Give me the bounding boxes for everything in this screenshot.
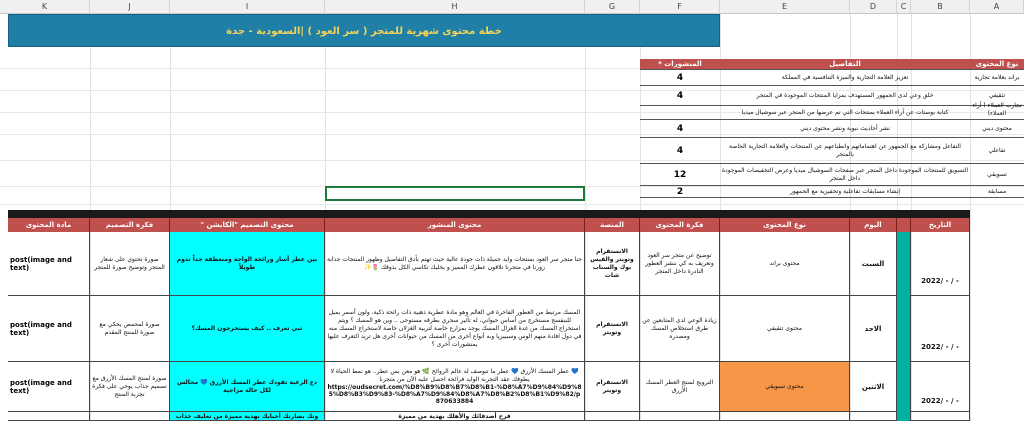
plan-header-post: محتوى المنشور [325,218,585,232]
plan-row-4-type[interactable] [720,412,850,421]
col-header-E[interactable]: E [720,0,850,14]
platform-text: الانستقرام وتويتر والفيس بوك والسناب شات [590,247,634,279]
plan-header-design-idea: فكرة التصميم [90,218,170,232]
plan-row-4-day[interactable] [850,412,897,421]
plan-row-4-date[interactable] [911,412,970,421]
plan-row-3-caption[interactable] [170,362,325,412]
plan-header-day: اليوم [850,218,897,232]
week-merged-cell[interactable] [897,232,911,421]
plan-header-type: نوع المحتوى [720,218,850,232]
post-text: حنا متجر سر العود بمنتجات وايد جميلة ذات جودة عالية حيث تهتم بأدق التفاصيل وظهور المنتجات جذابة زورنا في متجرنا تلاقون عطرك المميز و يخليك تكاسي الكل بذوقك 🌷✨ [326,255,582,271]
summary-type[interactable]: تفاعلي [970,138,1024,164]
summary-type[interactable]: محتوى ديني [970,120,1024,138]
caption-text: تبي تعرف .. كيف يستخرجون المسك؟ [191,324,303,332]
post-text: 💙 عطر المسك الأزرق 💙 عطر ما تنوصف له عالم الروائح 🌿 هو معن بس عطر.. هو نمط الحياة لا يطوقك عقد التجربة الوايد فرائحة احصل عليه الآن من متجرنا [330,368,579,383]
summary-details[interactable]: خلق وعي لدى الجمهور المستهدف بمزايا المنتجات الموجودة في المتجر [720,86,970,106]
type-text: محتوى تسويقي [765,382,804,390]
col-header-K[interactable]: K [0,0,90,14]
summary-details[interactable]: نشر أحاديث نبوية ونشر محتوى ديني [720,120,970,138]
type-text: محتوى براند [769,259,800,267]
summary-type[interactable]: تجارب العملاء ( آراء العملاء) [970,100,1024,120]
date-text: - / - /2022 [921,277,959,285]
summary-count[interactable]: 12 [640,164,720,186]
summary-header-type: نوع المحتوى [970,59,1024,70]
plan-header-idea: فكرة المحتوى [640,218,720,232]
day-text: السبت [861,259,885,268]
day-text: الاحد [864,324,882,333]
plan-row-3-type[interactable] [720,362,850,412]
plan-row-3-material[interactable] [8,362,90,412]
design-idea-text: صورة لمحمص يحكي مع صورة للمنتج المقدم [99,320,160,336]
summary-header-details: التفاصيل [720,59,970,70]
post-link[interactable]: https://oudsecret.com/%D8%B9%D8%B7%D8%B1-%D8%A7%D9%84%D9%85%D8%B3%D9%83-%D8%A7%D9%84%D8%A7%D8%B2%D8%B1%D9%82/p870633884 [327,384,582,405]
summary-details[interactable]: كتابة بوستات عن آراء العملاء بمنتجات التي تم عرضها من المتجر عبر سوشيال ميديا [720,106,970,120]
caption-text: وتك بصارتك أحبابك بهدية مميزة من تغليف جذاب [175,413,319,420]
summary-details[interactable]: التفاعل ومشاركة مع الجمهور عن اهتماماتهم وانطباعهم عن المنتجات والعلامة التجارية الخاصة بالمتجر [720,138,970,164]
summary-count[interactable]: 2 [640,186,720,198]
platform-text: الانستقرام وتويتر [596,320,628,336]
plan-row-2-type[interactable] [720,296,850,362]
col-header-F[interactable]: F [640,0,720,14]
plan-row-2-design-idea[interactable] [90,296,170,362]
material-text: post(image and text) [10,320,72,337]
summary-count[interactable] [640,106,720,120]
summary-type[interactable]: تثقيفي [970,86,1024,106]
col-header-A[interactable]: A [970,0,1024,14]
col-header-D[interactable]: D [850,0,897,14]
col-header-B[interactable]: B [911,0,970,14]
col-header-C[interactable]: C [897,0,911,14]
plan-row-1-material[interactable] [8,232,90,296]
idea-text: الترويج لمنتج العطر المسك الأزرق [645,378,714,394]
plan-row-4-platform[interactable] [585,412,640,421]
summary-details[interactable]: التسويق للمنتجات الموجودة داخل المتجر عبر صفحات السوشيال ميديا وعرض التخفيضات الموجودة داخل المتجر [720,164,970,186]
col-header-I[interactable]: I [170,0,325,14]
caption-text: دع الرغبة تقودك عطر المسك الأزرق 💙 مجالس لكل حالة مزاجية [177,378,317,394]
caption-text: بين عطر أسار ورائحة الواحة ومنعطفة جداً تدوم طويلاً [176,255,318,271]
col-header-H[interactable]: H [325,0,585,14]
design-idea-text: صورة تحتوي على شعار المتجر وتوضيح صورة للمتجر [94,255,165,271]
plan-row-4-caption[interactable] [170,412,325,421]
summary-header-count: المنشورات * [640,59,720,70]
plan-row-2-platform[interactable] [585,296,640,362]
plan-row-1-post[interactable] [325,232,585,296]
summary-count[interactable]: 4 [640,138,720,164]
date-text: - / - /2022 [921,397,959,405]
plan-row-2-date[interactable] [911,296,970,362]
plan-row-3-platform[interactable] [585,362,640,412]
summary-details[interactable]: تعزيز العلامة التجارية والميزة التنافسية في المملكة [720,70,970,86]
summary-count[interactable]: 4 [640,86,720,106]
platform-text: الانستقرام وتويتر [596,378,628,394]
selected-cell[interactable] [325,186,585,201]
plan-top-band [8,210,970,218]
plan-row-1-caption[interactable] [170,232,325,296]
plan-row-2-material[interactable] [8,296,90,362]
summary-type[interactable]: براند بعلامة تجارية [970,70,1024,86]
plan-row-4-post[interactable] [325,412,585,421]
plan-row-1-platform[interactable] [585,232,640,296]
design-idea-text: صورة لمنتج المسك الأزرق مع تصميم جذاب يوحي على فكرة تجربة المنتج [92,374,167,398]
col-header-J[interactable]: J [90,0,170,14]
day-text: الاثنين [861,382,885,391]
plan-row-1-date[interactable] [911,232,970,296]
post-text: المسك مرتبط من العطور الفاخرة في العالم وهو مادة عطرية ذهبية ذات رائحة ذكية، ولون أسمر بميل للبنفسج مستخرج من أساس حيواني، له تأثير سحري بطرقه مستوحى .. وين هو المسك ؟ ويتم استخراج المسك من غدة الغزال المسك يوجد بمزارع خاصة لتربية الغزلان خاصة لاستخراج المسك منه في دول افادة منهم الوس وسيبيريا وبه أنواع أخرى من المسك من حيوانات أخرى هل تريد التعرف عليها بمنشورات أخرى ؟ [327,308,582,348]
plan-row-2-idea[interactable] [640,296,720,362]
plan-header-platform: المنصة [585,218,640,232]
plan-row-1-type[interactable] [720,232,850,296]
plan-row-3-design-idea[interactable] [90,362,170,412]
plan-row-1-idea[interactable] [640,232,720,296]
plan-header-date: التاريخ [911,218,970,232]
post-text: فرح أصدقائك والأهلك بهدية من مميزة [398,413,511,420]
summary-details[interactable]: إنشاء مسابقات تفاعلية وتحفيزية مع الجمهور [720,186,970,198]
plan-row-4-material[interactable] [8,412,90,421]
summary-type[interactable]: تسويقي [970,164,1024,186]
plan-row-3-post[interactable] [325,362,585,412]
type-text: محتوى تثقيفي [767,324,802,332]
plan-header-spacer [897,218,911,232]
plan-row-2-day[interactable] [850,296,897,362]
grid-line [0,204,1024,205]
plan-row-3-date[interactable] [911,362,970,412]
plan-row-4-design-idea[interactable] [90,412,170,421]
plan-header-material: مادة المحتوى [8,218,90,232]
plan-row-2-post[interactable] [325,296,585,362]
plan-row-1-day[interactable] [850,232,897,296]
plan-header-caption: محتوى التصميم "الكابشن " [170,218,325,232]
date-text: - / - /2022 [921,343,959,351]
plan-row-1-design-idea[interactable] [90,232,170,296]
plan-row-3-day[interactable] [850,362,897,412]
idea-text: توضيح عن متجر سر العود وتعريف به كي ننشر العطور النادرة داخل المتجر [645,251,714,275]
idea-text: زيادة الوعي لدى المتابعين عن طرق استخلاص المسك ومصدره [642,316,717,340]
summary-type[interactable]: مسابقة [970,186,1024,198]
material-text: post(image and text) [10,378,72,395]
summary-count[interactable]: 4 [640,120,720,138]
summary-count[interactable]: 4 [640,70,720,86]
plan-title-banner: خطة محتوى شهرية للمتجر ( سر العود ) |السعودية - جدة [8,14,720,47]
plan-row-3-idea[interactable] [640,362,720,412]
col-header-G[interactable]: G [585,0,640,14]
material-text: post(image and text) [10,255,72,272]
plan-row-4-idea[interactable] [640,412,720,421]
plan-row-2-caption[interactable] [170,296,325,362]
